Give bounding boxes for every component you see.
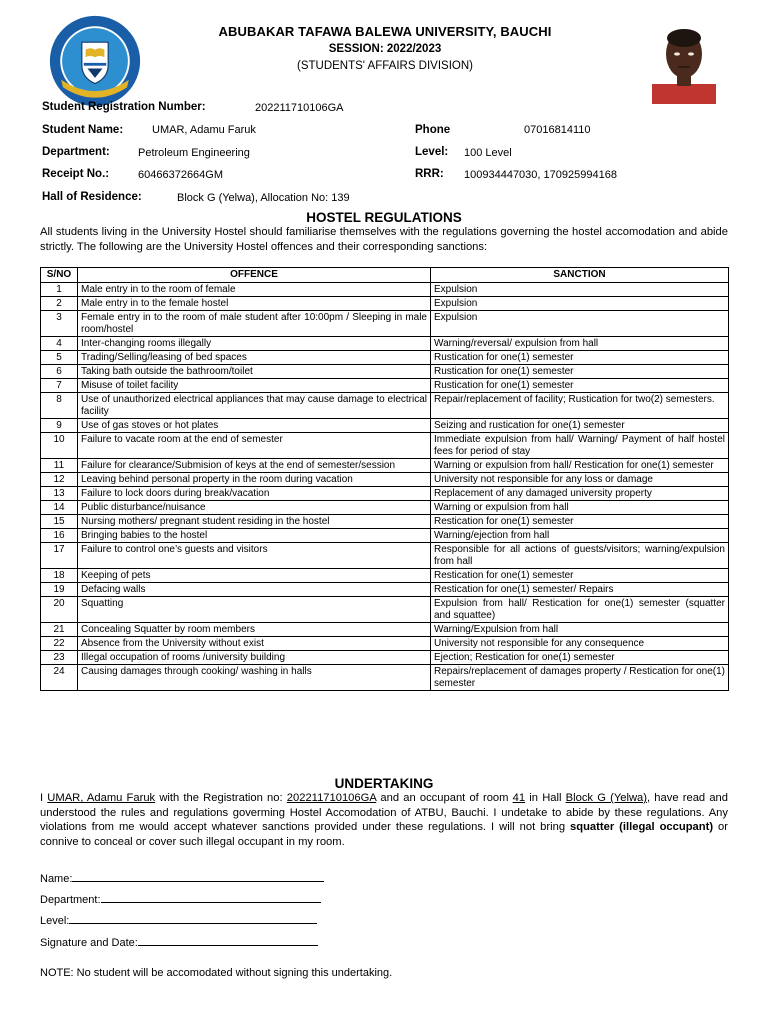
rrr-value: 100934447030, 170925994168: [464, 169, 617, 181]
regulations-table-body: [41, 283, 729, 691]
table-row: [41, 665, 729, 691]
row-sanction: Immediate expulsion from hall/ Warning/ Payment of half hostel fees for period of stay: [431, 433, 729, 459]
column-header-sanction: SANCTION: [431, 268, 729, 283]
row-sno: 2: [41, 297, 78, 311]
row-offence: Male entry in to the female hostel: [78, 297, 431, 311]
department-label: Department:: [42, 146, 110, 158]
row-sno: 23: [41, 651, 78, 665]
row-sanction: Ejection; Restication for one(1) semester: [431, 651, 729, 665]
row-sanction: Expulsion: [431, 283, 729, 297]
signature-department-line: [101, 892, 321, 903]
undertaking-title: UNDERTAKING: [334, 776, 434, 791]
row-offence: Use of unauthorized electrical appliances that may cause damage to electrical facility: [78, 393, 431, 419]
table-row: [41, 543, 729, 569]
undertaking-text-part: or connive to conceal or cover such illegal occupant in my room.: [40, 821, 728, 848]
row-sanction: Warning/Expulsion from hall: [431, 623, 729, 637]
reg-number-value: 202211710106GA: [255, 102, 344, 114]
row-sanction: Warning or expulsion from hall/ Restication for one(1) semester: [431, 459, 729, 473]
phone-label: Phone: [415, 124, 451, 136]
department-value: Petroleum Engineering: [138, 147, 250, 159]
undertaking-room: 41: [512, 792, 526, 804]
row-sanction: Repair/replacement of facility; Rustication for two(2) semesters.: [431, 393, 729, 419]
row-sno: 11: [41, 459, 78, 473]
undertaking-text-part: and an occupant of room: [376, 792, 513, 804]
row-sanction: Replacement of any damaged university property: [431, 487, 729, 501]
row-offence: Public disturbance/nuisance: [78, 501, 431, 515]
row-offence: Absence from the University without exist: [78, 637, 431, 651]
row-sanction: Warning/reversal/ expulsion from hall: [431, 337, 729, 351]
undertaking-hall: Block G (Yelwa): [565, 792, 647, 804]
table-row: [41, 351, 729, 365]
row-offence: Failure for clearance/Submision of keys at the end of semester/session: [78, 459, 431, 473]
row-offence: Trading/Selling/leasing of bed spaces: [78, 351, 431, 365]
row-offence: Causing damages through cooking/ washing in halls: [78, 665, 431, 691]
row-offence: Illegal occupation of rooms /university building: [78, 651, 431, 665]
table-row: [41, 337, 729, 351]
row-sanction: Rustication for one(1) semester: [431, 379, 729, 393]
undertaking-student-name: UMAR, Adamu Faruk: [47, 792, 156, 804]
row-sanction: Expulsion: [431, 297, 729, 311]
student-name-value: UMAR, Adamu Faruk: [152, 124, 256, 136]
session: SESSION: 2022/2023: [328, 43, 442, 55]
signature-level-row: [40, 913, 317, 927]
note: NOTE: No student will be accomodated without signing this undertaking.: [40, 967, 393, 979]
table-row: [41, 637, 729, 651]
hall-value: Block G (Yelwa), Allocation No: 139: [177, 192, 350, 204]
row-sanction: Seizing and rustication for one(1) semester: [431, 419, 729, 433]
row-sanction: University not responsible for any loss or damage: [431, 473, 729, 487]
table-row: [41, 365, 729, 379]
regulations-intro: All students living in the University Hostel should familiarise themselves with the regulations governing the hostel accomodation and abide strictly. The following are the University Hostel offences and their corresponding sanctions:: [40, 226, 728, 253]
row-sno: 18: [41, 569, 78, 583]
row-sno: 6: [41, 365, 78, 379]
table-row: [41, 283, 729, 297]
row-sno: 10: [41, 433, 78, 459]
row-sno: 16: [41, 529, 78, 543]
division: (STUDENTS' AFFAIRS DIVISION): [297, 60, 473, 72]
row-sanction: Rustication for one(1) semester: [431, 351, 729, 365]
row-sno: 14: [41, 501, 78, 515]
row-sno: 7: [41, 379, 78, 393]
column-header-offence: OFFENCE: [78, 268, 431, 283]
row-offence: Female entry in to the room of male student after 10:00pm / Sleeping in male room/hostel: [78, 311, 431, 337]
table-row: [41, 623, 729, 637]
level-label: Level:: [415, 146, 449, 158]
table-row: [41, 297, 729, 311]
table-row: [41, 459, 729, 473]
undertaking-bold-text: squatter (illegal occupant): [570, 821, 714, 833]
row-sno: 9: [41, 419, 78, 433]
row-sno: 13: [41, 487, 78, 501]
table-row: [41, 311, 729, 337]
row-offence: Squatting: [78, 597, 431, 623]
table-row: [41, 487, 729, 501]
university-logo: [48, 14, 142, 108]
table-row: [41, 569, 729, 583]
table-row: [41, 651, 729, 665]
undertaking-text: [40, 791, 728, 849]
row-sanction: Warning or expulsion from hall: [431, 501, 729, 515]
row-sno: 17: [41, 543, 78, 569]
university-name: ABUBAKAR TAFAWA BALEWA UNIVERSITY, BAUCHI: [218, 24, 552, 39]
signature-date-line: [138, 935, 318, 946]
row-sno: 3: [41, 311, 78, 337]
rrr-label: RRR:: [415, 168, 444, 180]
row-sanction: Repairs/replacement of damages property / Restication for one(1) semester: [431, 665, 729, 691]
row-sanction: Expulsion: [431, 311, 729, 337]
hall-label: Hall of Residence:: [42, 191, 142, 203]
row-sno: 21: [41, 623, 78, 637]
row-offence: Failure to lock doors during break/vacation: [78, 487, 431, 501]
row-sno: 5: [41, 351, 78, 365]
row-offence: Inter-changing rooms illegally: [78, 337, 431, 351]
undertaking-text-part: with the Registration no:: [155, 792, 287, 804]
undertaking-text-part: , have read and understood the rules and regulations goverming Hostel Accomodation of ATBU, Bauchi. I undetake to abide by these regulations. Any violations from me would accept whatever sanctions provided under these regulations. I will not bring: [40, 792, 728, 833]
row-offence: Keeping of pets: [78, 569, 431, 583]
row-sno: 8: [41, 393, 78, 419]
row-sanction: Expulsion from hall/ Restication for one(1) semester (squatter and squattee): [431, 597, 729, 623]
signature-name-label: Name:: [40, 873, 73, 885]
table-row: [41, 393, 729, 419]
student-name-label: Student Name:: [42, 124, 124, 136]
row-offence: Leaving behind personal property in the room during vacation: [78, 473, 431, 487]
table-row: [41, 597, 729, 623]
signature-department-row: [40, 892, 321, 906]
regulations-title: HOSTEL REGULATIONS: [306, 210, 462, 225]
row-offence: Misuse of toilet facility: [78, 379, 431, 393]
row-offence: Use of gas stoves or hot plates: [78, 419, 431, 433]
table-header-row: [41, 268, 729, 283]
row-sno: 24: [41, 665, 78, 691]
signature-level-label: Level:: [40, 915, 70, 927]
row-sanction: Restication for one(1) semester: [431, 515, 729, 529]
row-sno: 19: [41, 583, 78, 597]
undertaking-text-part: I: [40, 792, 48, 804]
row-sno: 22: [41, 637, 78, 651]
row-sanction: Responsible for all actions of guests/visitors; warning/expulsion from hall: [431, 543, 729, 569]
row-sanction: Rustication for one(1) semester: [431, 365, 729, 379]
table-row: [41, 583, 729, 597]
undertaking-reg-number: 202211710106GA: [286, 792, 377, 804]
receipt-value: 60466372664GM: [138, 169, 224, 181]
row-sno: 1: [41, 283, 78, 297]
row-offence: Concealing Squatter by room members: [78, 623, 431, 637]
table-row: [41, 473, 729, 487]
reg-number-label: Student Registration Number:: [42, 101, 206, 113]
row-offence: Defacing walls: [78, 583, 431, 597]
student-photo: [646, 14, 722, 104]
row-sanction: University not responsible for any consequence: [431, 637, 729, 651]
row-offence: Bringing babies to the hostel: [78, 529, 431, 543]
signature-date-label: Signature and Date:: [40, 937, 138, 949]
regulations-table: [40, 267, 729, 691]
row-sanction: Warning/ejection from hall: [431, 529, 729, 543]
column-header-sno: S/NO: [41, 268, 78, 283]
signature-name-line: [72, 871, 324, 882]
row-offence: Nursing mothers/ pregnant student residing in the hostel: [78, 515, 431, 529]
phone-value: 07016814110: [524, 124, 591, 136]
signature-date-row: [40, 935, 318, 949]
receipt-label: Receipt No.:: [42, 168, 110, 180]
table-row: [41, 529, 729, 543]
row-sno: 12: [41, 473, 78, 487]
row-sanction: Restication for one(1) semester: [431, 569, 729, 583]
signature-department-label: Department:: [40, 894, 101, 906]
undertaking-text-part: in Hall: [525, 792, 566, 804]
table-row: [41, 515, 729, 529]
signature-level-line: [69, 913, 317, 924]
row-offence: Male entry in to the room of female: [78, 283, 431, 297]
level-value: 100 Level: [464, 147, 512, 159]
row-offence: Taking bath outside the bathroom/toilet: [78, 365, 431, 379]
row-sno: 4: [41, 337, 78, 351]
signature-name-row: [40, 871, 324, 885]
table-row: [41, 379, 729, 393]
row-offence: Failure to vacate room at the end of semester: [78, 433, 431, 459]
table-row: [41, 419, 729, 433]
row-sno: 20: [41, 597, 78, 623]
row-sno: 15: [41, 515, 78, 529]
row-sanction: Restication for one(1) semester/ Repairs: [431, 583, 729, 597]
table-row: [41, 501, 729, 515]
row-offence: Failure to control one’s guests and visitors: [78, 543, 431, 569]
table-row: [41, 433, 729, 459]
